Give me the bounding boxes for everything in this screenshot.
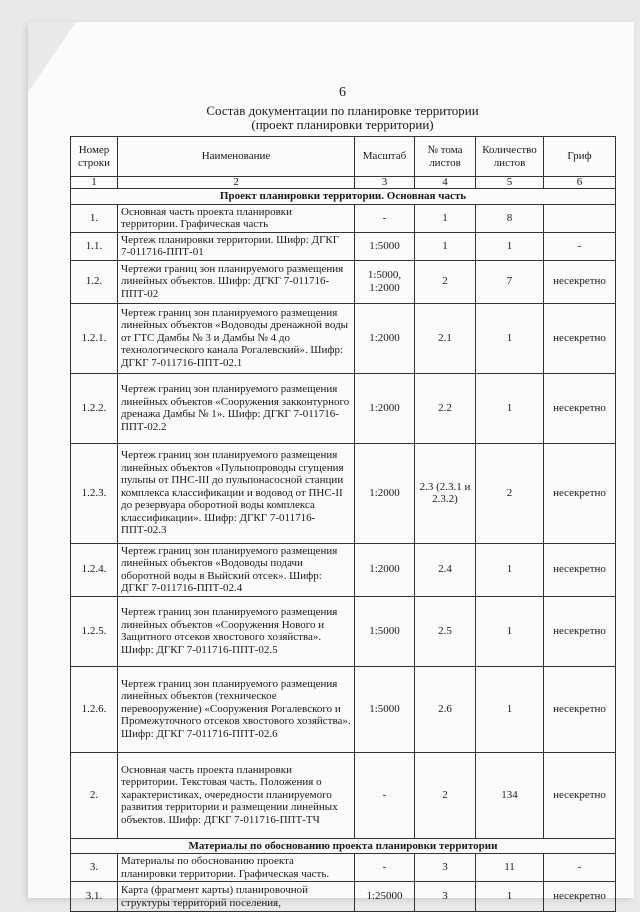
- row-name: Чертежи границ зон планируемого размещения линейных объектов. Шифр: ДГКГ 7-011716-ППТ-02: [118, 260, 355, 303]
- column-number: 3: [355, 177, 415, 189]
- row-number: 1.2.1.: [71, 303, 118, 373]
- row-name: Чертеж границ зон планируемого размещения линейных объектов «Сооружения Нового и Защитного отсеков хвостового хозяйства». Шифр: ДГКГ 7-011716-ППТ-02.5: [118, 596, 355, 666]
- column-number: 6: [544, 177, 616, 189]
- row-name: Чертеж планировки территории. Шифр: ДГКГ 7-011716-ППТ-01: [118, 232, 355, 260]
- row-count: 2: [476, 443, 544, 543]
- row-scale: 1:5000, 1:2000: [355, 260, 415, 303]
- table-row: [71, 303, 616, 373]
- row-grif: несекретно: [544, 752, 616, 838]
- row-volume: 3: [415, 882, 476, 912]
- row-volume: 2: [415, 752, 476, 838]
- header-scale: Масштаб: [355, 137, 415, 177]
- row-grif: несекретно: [544, 443, 616, 543]
- row-scale: -: [355, 752, 415, 838]
- row-volume: 2.6: [415, 666, 476, 752]
- row-scale: -: [355, 204, 415, 232]
- row-number: 1.2.2.: [71, 373, 118, 443]
- table-row: [71, 232, 616, 260]
- row-number: 1.: [71, 204, 118, 232]
- header-name: Наименование: [118, 137, 355, 177]
- header-row: [71, 137, 616, 177]
- row-volume: 3: [415, 854, 476, 882]
- row-name: Чертеж границ зон планируемого размещения линейных объектов (техническое перевооружение) «Сооружения Рогалевского и Промежуточного отсеков хвостового хозяйства». Шифр: ДГКГ 7-011716-ППТ-02.6: [118, 666, 355, 752]
- table-row: [71, 443, 616, 543]
- column-number: 2: [118, 177, 355, 189]
- row-grif: несекретно: [544, 260, 616, 303]
- row-scale: 1:2000: [355, 373, 415, 443]
- section-heading-materials: Материалы по обоснованию проекта планировки территории: [71, 838, 616, 854]
- row-volume: 1: [415, 204, 476, 232]
- table-row: [71, 882, 616, 912]
- row-volume: 2.5: [415, 596, 476, 666]
- row-count: 134: [476, 752, 544, 838]
- row-volume: 2.4: [415, 543, 476, 596]
- header-count: Количество листов: [476, 137, 544, 177]
- row-scale: 1:2000: [355, 443, 415, 543]
- row-grif: несекретно: [544, 882, 616, 912]
- row-number: 1.2.6.: [71, 666, 118, 752]
- documentation-table: [70, 136, 616, 912]
- table-row: [71, 596, 616, 666]
- row-scale: 1:2000: [355, 543, 415, 596]
- table-row: [71, 543, 616, 596]
- row-grif: несекретно: [544, 596, 616, 666]
- row-grif: -: [544, 232, 616, 260]
- row-grif: несекретно: [544, 373, 616, 443]
- row-count: 1: [476, 373, 544, 443]
- row-count: 1: [476, 232, 544, 260]
- row-scale: 1:5000: [355, 232, 415, 260]
- row-grif: несекретно: [544, 303, 616, 373]
- row-number: 1.1.: [71, 232, 118, 260]
- row-name: Чертеж границ зон планируемого размещения линейных объектов «Пульпопроводы сгущения пульпы от ПНС-III до пульпонасосной станции комплекса классификации и водовод от ПНС-II до резервуара оборотной воды комплекса классификации». Шифр: ДГКГ 7-011716-ППТ-02.3: [118, 443, 355, 543]
- row-name: Карта (фрагмент карты) планировочной структуры территорий поселения,: [118, 882, 355, 912]
- row-count: 1: [476, 596, 544, 666]
- document-content: [70, 85, 615, 912]
- row-volume: 2.2: [415, 373, 476, 443]
- folded-corner: [28, 22, 76, 92]
- row-count: 1: [476, 666, 544, 752]
- row-volume: 1: [415, 232, 476, 260]
- row-count: 8: [476, 204, 544, 232]
- row-grif: несекретно: [544, 666, 616, 752]
- row-name: Основная часть проекта планировки территории. Текстовая часть. Положения о характеристиках, очередности планируемого развития территории и размещении линейных объектов. Шифр: ДГКГ 7-011716-ППТ-ТЧ: [118, 752, 355, 838]
- row-grif: несекретно: [544, 543, 616, 596]
- table-row: [71, 752, 616, 838]
- row-count: 1: [476, 543, 544, 596]
- row-name: Чертеж границ зон планируемого размещения линейных объектов «Водоводы подачи оборотной воды в Выйский отсек». Шифр: ДГКГ 7-011716-ППТ-02.4: [118, 543, 355, 596]
- row-number: 3.1.: [71, 882, 118, 912]
- row-count: 7: [476, 260, 544, 303]
- row-scale: 1:5000: [355, 596, 415, 666]
- table-row: [71, 666, 616, 752]
- row-scale: 1:5000: [355, 666, 415, 752]
- column-number: 1: [71, 177, 118, 189]
- row-count: 11: [476, 854, 544, 882]
- row-number: 2.: [71, 752, 118, 838]
- table-row: [71, 260, 616, 303]
- column-number-row: [71, 177, 616, 189]
- page-number: 6: [339, 85, 346, 100]
- row-name: Чертеж границ зон планируемого размещения линейных объектов «Сооружения закконтурного дренажа Дамбы № 1». Шифр: ДГКГ 7-011716-ППТ-02.2: [118, 373, 355, 443]
- section-row: [71, 838, 616, 854]
- row-number: 1.2.: [71, 260, 118, 303]
- document-subtitle: (проект планировки территории): [251, 117, 434, 132]
- table-row: [71, 854, 616, 882]
- column-number: 5: [476, 177, 544, 189]
- row-name: Чертеж границ зон планируемого размещения линейных объектов «Водоводы дренажной воды от ГТС Дамбы № 3 и Дамбы № 4 до технологического канала Рогалевский». Шифр: ДГКГ 7-011716-ППТ-02.1: [118, 303, 355, 373]
- row-number: 1.2.3.: [71, 443, 118, 543]
- row-name: Материалы по обоснованию проекта планировки территории. Графическая часть.: [118, 854, 355, 882]
- row-scale: -: [355, 854, 415, 882]
- row-number: 3.: [71, 854, 118, 882]
- row-count: 1: [476, 882, 544, 912]
- document-title: Состав документации по планировке территории: [206, 103, 479, 118]
- header-number: Номер строки: [71, 137, 118, 177]
- row-count: 1: [476, 303, 544, 373]
- table-row: [71, 373, 616, 443]
- row-number: 1.2.5.: [71, 596, 118, 666]
- section-heading-main: Проект планировки территории. Основная часть: [71, 189, 616, 205]
- row-scale: 1:25000: [355, 882, 415, 912]
- row-volume: 2: [415, 260, 476, 303]
- row-grif: [544, 204, 616, 232]
- section-row: [71, 189, 616, 205]
- column-number: 4: [415, 177, 476, 189]
- table-row: [71, 204, 616, 232]
- row-volume: 2.3 (2.3.1 и 2.3.2): [415, 443, 476, 543]
- header-grif: Гриф: [544, 137, 616, 177]
- row-grif: -: [544, 854, 616, 882]
- row-number: 1.2.4.: [71, 543, 118, 596]
- row-scale: 1:2000: [355, 303, 415, 373]
- row-name: Основная часть проекта планировки территории. Графическая часть: [118, 204, 355, 232]
- row-volume: 2.1: [415, 303, 476, 373]
- header-volume: № тома листов: [415, 137, 476, 177]
